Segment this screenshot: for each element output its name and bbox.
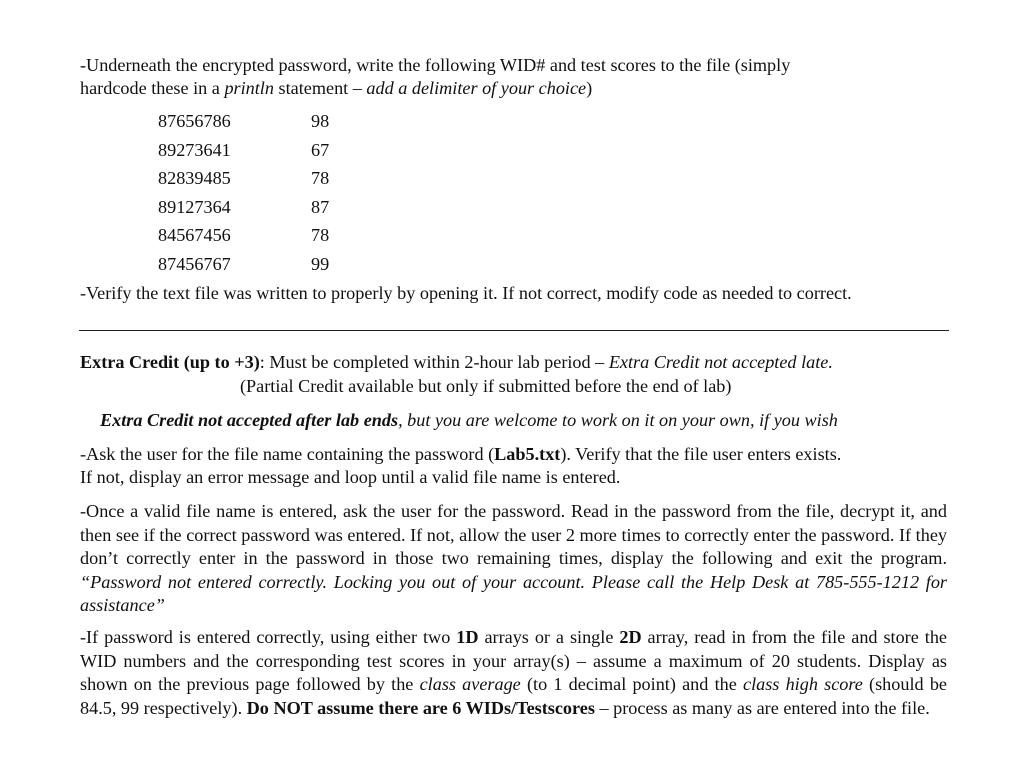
intro-text-c: ): [586, 78, 593, 98]
extra-credit-notice: [100, 409, 838, 431]
wid-cell: 87456767: [158, 253, 231, 274]
intro-text-a: hardcode these in a: [80, 78, 225, 98]
if-bold-2d: 2D: [619, 627, 642, 647]
once-text: -Once a valid file name is entered, ask the user for the password. Read in the password from the file, decrypt it, and then see if the correct password was entered. If not, allow the user 2 more times to correctly enter the password. If they don’t correctly enter in the password in those two remaining times, display the following and exit the program.: [80, 501, 947, 568]
ask-para-line-2: [80, 466, 620, 488]
lab-file-name: Lab5.txt: [494, 444, 561, 464]
lockout-message: “Password not entered correctly. Locking you out of your account. Please call the Help Desk at 785-555-1212 for assistance”: [80, 571, 947, 615]
extra-credit-late-note: Extra Credit not accepted late.: [608, 352, 833, 372]
ask-para-line-1: [80, 443, 841, 465]
score-cell: 98: [311, 111, 330, 131]
intro-text-b: statement –: [273, 78, 367, 98]
notice-italic: , but you are welcome to work on it on your own, if you wish: [398, 410, 838, 430]
if-text-b: arrays or a single: [478, 627, 620, 647]
class-high-score-term: class high score: [743, 674, 863, 694]
println-keyword: println: [224, 78, 274, 98]
wid-cell: 84567456: [158, 225, 231, 246]
extra-credit-heading: [80, 351, 833, 373]
verify-text: -Verify the text file was written to properly by opening it. If not correct, modify code as needed to correct.: [80, 283, 852, 303]
wid-cell: 89127364: [158, 196, 231, 217]
intro-line-1: [80, 54, 790, 76]
if-text-f: – process as many as are entered into the file.: [594, 697, 930, 718]
if-paragraph: [80, 626, 947, 720]
if-text-c: array, read in from the file and store the WID numbers and the corresponding test scores in your array(s) – assume a maximum of 20 students. Display as shown on the previous page followed by the: [80, 627, 947, 694]
partial-credit-line: [240, 375, 731, 397]
ask-text-a: -Ask the user for the file name containing the password (: [80, 444, 495, 464]
notice-bold-italic: Extra Credit not accepted after lab ends: [100, 410, 399, 430]
wid-cell: 89273641: [158, 139, 231, 160]
ask-text-line-2: If not, display an error message and loop until a valid file name is entered.: [80, 467, 621, 487]
if-bold-warning: Do NOT assume there are 6 WIDs/Testscores: [246, 697, 595, 718]
if-text-a: -If password is entered correctly, using either two: [80, 627, 457, 647]
wid-cell: 82839485: [158, 168, 231, 189]
score-cell: 78: [311, 225, 330, 246]
score-cell: 67: [311, 139, 330, 160]
intro-line-1-text: -Underneath the encrypted password, write the following WID# and test scores to the file (simply: [80, 55, 791, 75]
delimiter-note: add a delimiter of your choice: [366, 78, 587, 98]
score-cell: 78: [311, 168, 330, 189]
if-text-d: (to 1 decimal point) and the: [520, 674, 743, 694]
if-bold-1d: 1D: [456, 627, 479, 647]
once-paragraph: [80, 500, 947, 618]
wid-cell: 87656786: [158, 111, 231, 131]
extra-credit-title: Extra Credit (up to +3): [80, 352, 260, 372]
if-text-e: (should be 84.5, 99 respectively).: [80, 674, 947, 718]
ask-text-b: ). Verify that the file user enters exists.: [560, 444, 842, 464]
verify-line: [80, 282, 852, 304]
score-cell: 87: [311, 196, 330, 217]
section-divider: [79, 330, 949, 331]
class-average-term: class average: [419, 674, 521, 694]
intro-line-2: [80, 77, 592, 99]
extra-credit-requirement: : Must be completed within 2-hour lab period –: [259, 352, 609, 372]
score-cell: 99: [311, 253, 330, 274]
partial-credit-text: (Partial Credit available but only if submitted before the end of lab): [240, 376, 732, 396]
